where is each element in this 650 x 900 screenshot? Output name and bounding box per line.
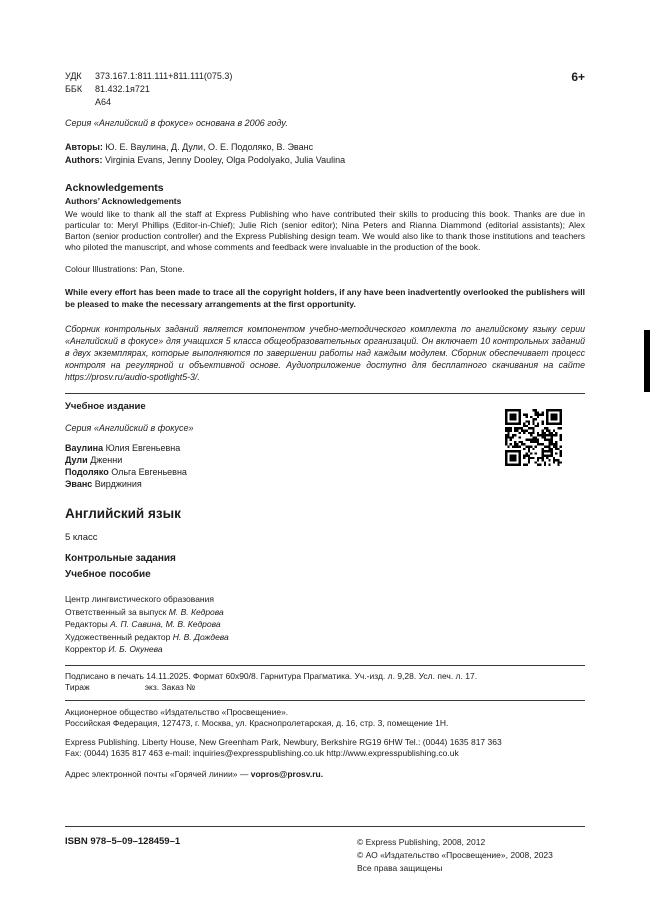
acknowledgements-title: Acknowledgements (65, 182, 164, 194)
author-name: Юлия Евгеньевна (105, 443, 181, 453)
edge-print-mark (644, 330, 650, 392)
credits-block (65, 593, 585, 656)
credit-role: Ответственный за выпуск (65, 606, 167, 617)
isbn: ISBN 978–5–09–128459–1 (65, 835, 181, 847)
book-subtitle-2: Учебное пособие (65, 569, 151, 580)
print-run-label: Тираж (65, 682, 90, 692)
annotation-paragraph: Сборник контрольных заданий является компонентом учебно-методического комплекта по английскому языку серии «Английский в фокусе» для учащихся 5 класса общеобразовательных организаций. Он включает 10 контрольных заданий в двух экземплярах, которые выполняются по завершении работы над каждым модулем. Сборник обеспечивает процесс контроля на регулярной и объективной основе. Аудиоприложение доступно для бесплатного скачивания на сайте https://prosv.ru/audio-spotlight5-3/. (65, 324, 585, 382)
authors-en-value: Virginia Evans, Jenny Dooley, Olga Podolyako, Julia Vaulina (105, 155, 346, 165)
print-info-block (65, 671, 585, 694)
credit-role: Редакторы (65, 619, 108, 629)
edition-section (65, 394, 585, 490)
author-line (65, 442, 194, 454)
authors-block (65, 141, 585, 167)
edition-info (65, 394, 194, 490)
bbk-label: ББК (65, 84, 83, 94)
copyright-line: Все права защищены (357, 862, 443, 873)
copyright-holders-notice: While every effort has been made to trace all the copyright holders, if any have been inadvertently overlooked the publishers will be pleased to make the necessary arrangements at the first opportunity. (65, 287, 585, 309)
credit-role: Корректор (65, 644, 106, 654)
bbk-value: 81.432.1я721 (95, 84, 150, 94)
authors-ru-line (65, 141, 585, 154)
credit-name: Н. В. Дождева (172, 631, 229, 642)
credit-name: М. В. Кедрова (168, 606, 224, 617)
qr-code (505, 409, 562, 466)
credit-line (65, 606, 585, 619)
credit-name: А. П. Савина, М. В. Кедрова (110, 619, 221, 629)
catalog-codes (65, 70, 232, 109)
hotline-line (65, 769, 585, 779)
publisher-en-contacts: Fax: (0044) 1635 817 463 e-mail: inquiries@expresspublishing.co.uk http://www.expresspublishing.co.uk (65, 748, 459, 758)
udk-label: УДК (65, 71, 82, 81)
authors-ru-value: Ю. Е. Ваулина, Д. Дули, О. Е. Подоляко, В. Эванс (105, 142, 314, 152)
footer-row (65, 836, 585, 875)
udk-line (65, 70, 232, 83)
book-index: А64 (95, 97, 112, 107)
authors-en-line (65, 154, 585, 167)
author-name: Дженни (90, 455, 123, 465)
colour-illustrations-line: Colour Illustrations: Pan, Stone. (65, 264, 185, 274)
edition-authors-list (65, 442, 194, 490)
credit-line (65, 618, 585, 631)
author-name: Ольга Евгеньевна (111, 467, 187, 477)
acknowledgements-body: We would like to thank all the staff at Express Publishing who have contributed their skills to producing this book. Thanks are due in particular to: Meryl Phillips (Editor-in-Chief); Julie Rich (senior editor); Nina Peters and Rianna Diammond (editorial assistants); Alex Barton (senior production controller) and the Express Publishing design team. We would also like to thank those institutions and teachers who piloted the manuscript, and whose comments and feedback were invaluable in the production of the book. (65, 209, 585, 252)
author-line (65, 454, 194, 466)
qr-code-image (505, 409, 562, 466)
print-info-line: Подписано в печать 14.11.2025. Формат 60x90/8. Гарнитура Прагматика. Уч.-изд. л. 9,28. Усл. печ. л. 17. (65, 670, 478, 681)
credit-line (65, 643, 585, 656)
edition-series: Серия «Английский в фокусе» (65, 423, 194, 433)
credit-role: Художественный редактор (65, 631, 171, 642)
publisher-en-address: Express Publishing. Liberty House, New Greenham Park, Newbury, Berkshire RG19 6HW Tel.: (0044) 1635 817 363 (65, 736, 502, 747)
publisher-en-block (65, 737, 585, 760)
series-founded-note: Серия «Английский в фокусе» основана в 2006 году. (65, 118, 288, 128)
author-surname: Ваулина (65, 443, 104, 453)
authors-en-label: Authors: (65, 155, 103, 165)
divider (65, 826, 585, 827)
book-title: Английский язык (65, 506, 181, 521)
hotline-email: vopros@prosv.ru. (250, 768, 324, 779)
publisher-ru-name: Акционерное общество «Издательство «Просвещение». (65, 706, 289, 717)
grade-line: 5 класс (65, 532, 98, 543)
copyright-line: © АО «Издательство «Просвещение», 2008, 2023 (357, 849, 553, 860)
divider (65, 700, 585, 701)
udk-value: 373.167.1:811.111+811.111(075.3) (95, 71, 233, 81)
author-line (65, 478, 194, 490)
publisher-ru-address: Российская Федерация, 127473, г. Москва, ул. Краснопролетарская, д. 16, стр. 3, помещение 1Н. (65, 718, 449, 728)
bbk-line (65, 83, 232, 96)
header-row (65, 70, 585, 109)
copyright-line: © Express Publishing, 2008, 2012 (357, 836, 486, 847)
authors-ru-label: Авторы: (65, 142, 103, 152)
edition-type: Учебное издание (65, 401, 146, 412)
author-name: Вирджиния (94, 479, 142, 489)
copyright-block (357, 836, 585, 875)
author-surname: Дули (65, 455, 88, 465)
credits-center: Центр лингвистического образования (65, 594, 214, 604)
publisher-ru-block (65, 707, 585, 730)
credit-name: И. Б. Окунева (108, 644, 163, 654)
author-line (65, 466, 194, 478)
divider (65, 665, 585, 666)
author-surname: Подоляко (65, 467, 109, 477)
book-subtitle-1: Контрольные задания (65, 553, 176, 564)
order-number-label: экз. Заказ № (144, 682, 196, 692)
credit-line (65, 631, 585, 644)
print-run-line (65, 682, 585, 694)
acknowledgements-subtitle: Authors’ Acknowledgements (65, 196, 182, 206)
author-surname: Эванс (65, 479, 93, 489)
hotline-label: Адрес электронной почты «Горячей линии» — (65, 768, 249, 779)
age-rating-badge: 6+ (571, 70, 585, 84)
